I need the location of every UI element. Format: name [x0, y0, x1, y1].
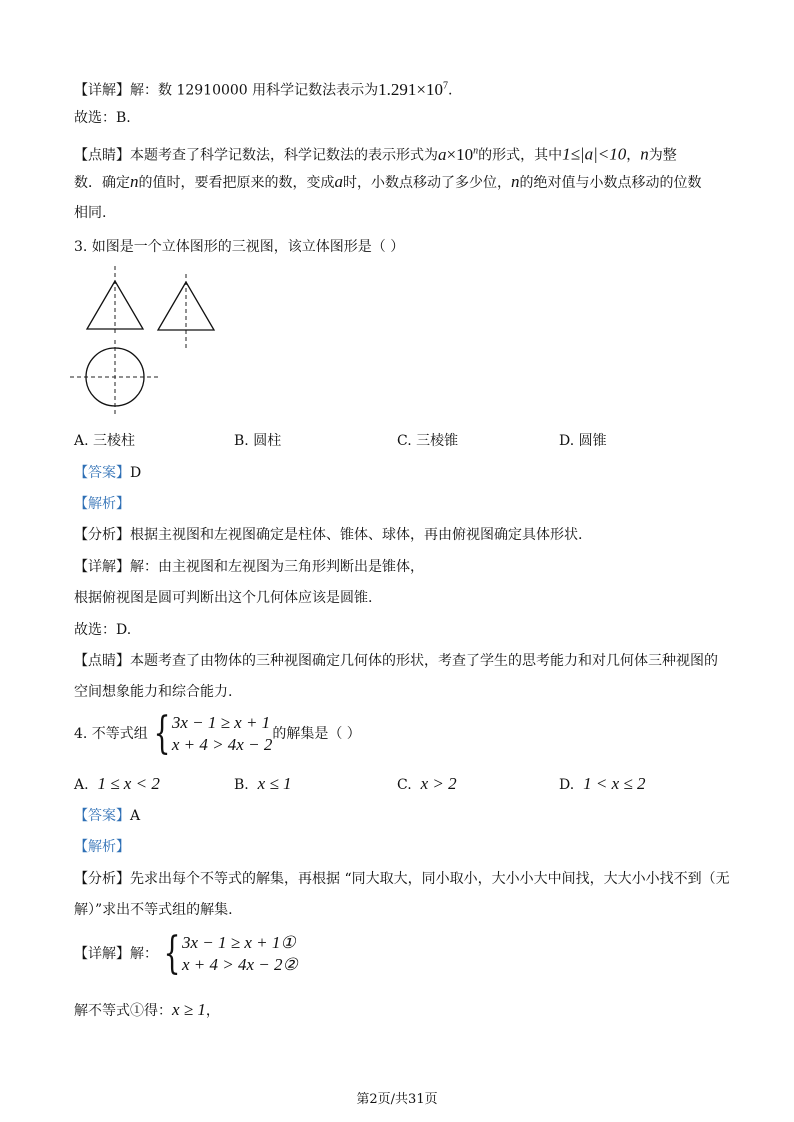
solve-line: 解不等式①得：x ≥ 1，: [74, 1000, 220, 1019]
comment-line-2: 数．确定n的值时，要看把原来的数，变成a时，小数点移动了多少位，n的绝对值与小数点移动的位数: [74, 172, 702, 191]
detail-3-line-1: 【详解】解：由主视图和左视图为三角形判断出是锥体，: [74, 559, 424, 575]
inequality-system: 3x − 1 ≥ x + 1 x + 4 > 4x − 2: [171, 713, 273, 754]
comment-3-line-2: 空间想象能力和综合能力.: [74, 684, 233, 700]
answer-4: 【答案】A: [74, 808, 141, 824]
question-3-stem: 3. 如图是一个立体图形的三视图，该立体图形是（ ）: [74, 239, 405, 255]
top-view-circle: [70, 340, 160, 414]
option-d: D. 圆锥: [559, 433, 607, 449]
inequality-system-2: 3x − 1 ≥ x + 1① x + 4 > 4x − 2②: [182, 933, 298, 974]
choose-line-1: 故选：B.: [74, 110, 131, 126]
question-4-stem: 4. 不等式组 { 3x − 1 ≥ x + 1 x + 4 > 4x − 2 的解集是（ ）: [74, 708, 361, 759]
analysis-tag-4: 【解析】: [74, 839, 130, 855]
side-view-figure: [152, 272, 222, 352]
analyze-3: 【分析】根据主视图和左视图确定是柱体、锥体、球体，再由俯视图确定具体形状.: [74, 527, 583, 543]
system-brace-2: {: [163, 928, 181, 979]
choose-3: 故选：D.: [74, 622, 132, 638]
comment-line-3: 相同.: [74, 205, 107, 221]
detail-4: 【详解】解： { 3x − 1 ≥ x + 1① x + 4 > 4x − 2②: [74, 928, 298, 979]
option-4d: D. 1 < x ≤ 2: [559, 774, 646, 793]
detail-text: 解：数 12910000 用科学记数法表示为: [130, 82, 379, 99]
page-footer: 第2页/共31页: [356, 1092, 438, 1107]
comment-line-1: 【点睛】本题考查了科学记数法，科学记数法的表示形式为$a\times 10^n$的形式，其中1≤|a|<10，n为整: [74, 144, 677, 164]
front-view-triangle: [87, 266, 143, 334]
sci-notation: $1.291\times 10^7$: [378, 79, 449, 99]
option-c: C. 三棱锥: [397, 433, 459, 449]
option-4c: C. x > 2: [397, 774, 457, 793]
option-4a: A. 1 ≤ x < 2: [74, 774, 160, 793]
option-b: B. 圆柱: [234, 433, 282, 449]
option-a: A. 三棱柱: [74, 433, 136, 449]
detail-tag: 【详解】: [74, 82, 130, 99]
analysis-tag-3: 【解析】: [74, 496, 130, 512]
analyze-4-line-2: 解）”求出不等式组的解集.: [74, 902, 233, 918]
system-brace: {: [153, 708, 171, 759]
option-4b: B. x ≤ 1: [234, 774, 292, 793]
three-view-figure: [66, 264, 166, 419]
detail-line-1: 【详解】解：数 12910000 用科学记数法表示为$1.291\times 10^7$.: [74, 79, 453, 99]
comment-3-line-1: 【点睛】本题考查了由物体的三种视图确定几何体的形状，考查了学生的思考能力和对几何体三种视图的: [74, 653, 718, 669]
detail-3-line-2: 根据俯视图是圆可判断出这个几何体应该是圆锥.: [74, 590, 373, 606]
analyze-4-line-1: 【分析】先求出每个不等式的解集，再根据 “同大取大，同小取小，大小小大中间找，大大小小找不到（无: [74, 871, 730, 887]
answer-3: 【答案】D: [74, 465, 142, 481]
